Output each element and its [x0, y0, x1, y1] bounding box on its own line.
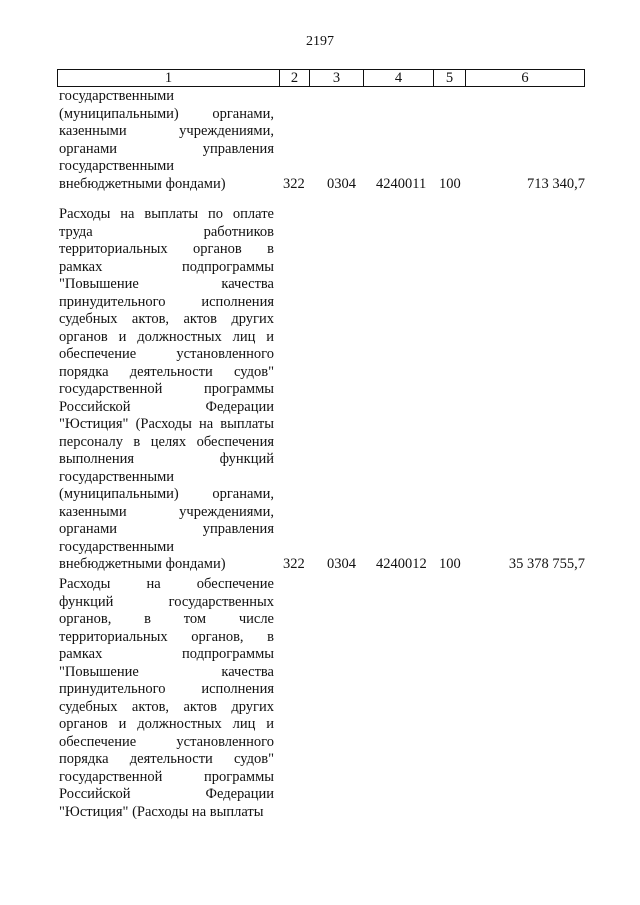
- description-line: судебных актов, актов других: [59, 311, 274, 327]
- row-c6-value: 35 378 755,7: [508, 556, 585, 572]
- row-c6-value: 713 340,7: [527, 175, 585, 192]
- description-line: государственной программы: [59, 381, 274, 397]
- description-line: Российской Федерации: [59, 786, 274, 802]
- description-line: государственными: [59, 468, 175, 485]
- description-line: (муниципальными) органами,: [59, 105, 274, 122]
- description-line: Расходы на обеспечение: [59, 576, 274, 592]
- description-line: (муниципальными) органами,: [59, 486, 274, 502]
- description-line: государственными: [59, 538, 175, 555]
- description-line: внебюджетными фондами): [59, 175, 226, 192]
- header-col-5: 5: [434, 70, 466, 87]
- row-c4-value: 4240011: [376, 175, 427, 192]
- row-c2-value: 322: [283, 175, 305, 192]
- description-line: внебюджетными фондами): [59, 556, 226, 572]
- description-line: функций государственных: [59, 593, 274, 610]
- description-line: рамках подпрограммы: [59, 646, 274, 662]
- description-line: казенными учреждениями,: [59, 123, 274, 139]
- row-c3-value: 0304: [327, 556, 356, 572]
- description-line: порядка деятельности судов": [59, 751, 274, 767]
- description-line: территориальных органов, в: [59, 628, 274, 645]
- header-col-3: 3: [310, 70, 364, 87]
- row-description: [59, 88, 274, 193]
- description-line: порядка деятельности судов": [59, 363, 274, 380]
- header-col-1: 1: [58, 70, 280, 87]
- description-line: органами управления: [59, 140, 274, 157]
- description-line: "Юстиция" (Расходы на выплаты: [59, 416, 274, 432]
- row-c3-value: 0304: [327, 175, 356, 192]
- description-line: обеспечение установленного: [59, 733, 274, 750]
- row-c5-value: 100: [439, 175, 461, 192]
- description-line: органами управления: [59, 521, 274, 537]
- row-description: [59, 576, 274, 821]
- description-line: персоналу в целях обеспечения: [59, 433, 274, 450]
- description-line: "Повышение качества: [59, 663, 274, 680]
- description-line: государственными: [59, 88, 175, 104]
- description-line: Расходы на выплаты по оплате: [59, 206, 274, 222]
- description-line: государственной программы: [59, 768, 274, 785]
- row-c2-value: 322: [283, 556, 305, 572]
- row-c5-value: 100: [439, 556, 461, 572]
- description-line: "Повышение качества: [59, 276, 274, 292]
- header-col-6: 6: [466, 70, 585, 87]
- page-number: 2197: [306, 34, 334, 49]
- description-line: казенными учреждениями,: [59, 503, 274, 520]
- header-row: [58, 70, 585, 87]
- description-line: Российской Федерации: [59, 398, 274, 415]
- description-line: органов и должностных лиц и: [59, 328, 274, 345]
- description-line: судебных актов, актов других: [59, 698, 274, 715]
- description-line: труда работников: [59, 223, 274, 240]
- row-c4-value: 4240012: [376, 556, 427, 572]
- description-line: принудительного исполнения: [59, 681, 274, 697]
- description-line: органов и должностных лиц и: [59, 716, 274, 732]
- description-line: государственными: [59, 158, 175, 174]
- description-line: принудительного исполнения: [59, 293, 274, 310]
- description-line: территориальных органов в: [59, 241, 274, 257]
- description-line: рамках подпрограммы: [59, 258, 274, 275]
- header-col-2: 2: [280, 70, 310, 87]
- description-line: обеспечение установленного: [59, 346, 274, 362]
- row-description: [59, 206, 274, 574]
- header-col-4: 4: [364, 70, 434, 87]
- description-line: "Юстиция" (Расходы на выплаты: [59, 803, 264, 820]
- description-line: органов, в том числе: [59, 611, 274, 627]
- description-line: выполнения функций: [59, 451, 274, 467]
- table-header: [57, 69, 585, 87]
